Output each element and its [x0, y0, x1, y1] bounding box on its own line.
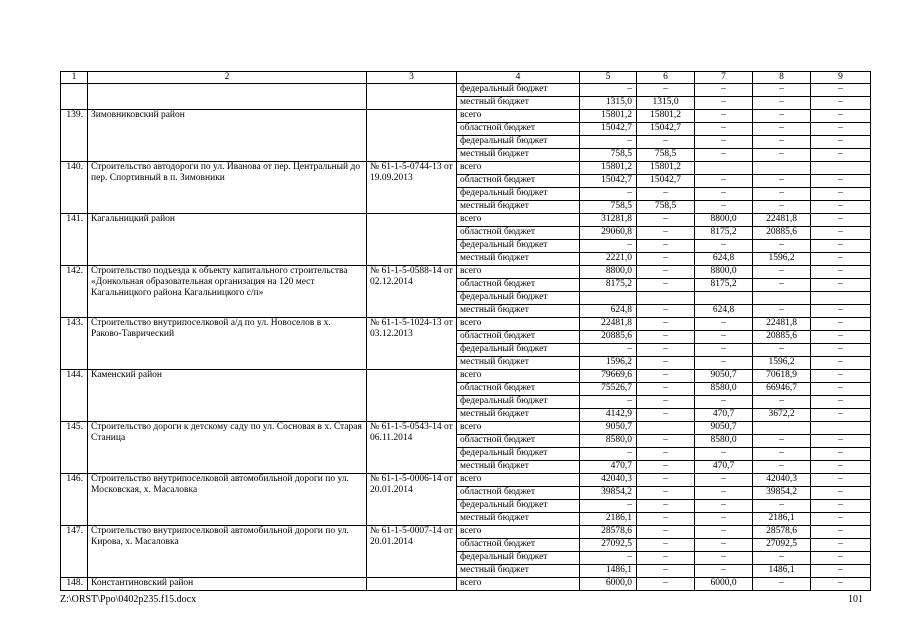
budget-type: областной бюджет	[457, 123, 580, 136]
budget-type: всего	[457, 474, 580, 487]
value-cell	[753, 162, 811, 175]
table-row	[61, 578, 871, 591]
object-name: Строительство подъезда к объекту капитального строительства «Донкольная образовательная организация на 120 мест Кагальницкого района Кагальницкого с/п»	[88, 266, 367, 318]
value-cell: –	[637, 214, 695, 227]
budget-type: местный бюджет	[457, 409, 580, 422]
value-cell: –	[811, 318, 871, 331]
budget-type: всего	[457, 110, 580, 123]
table-row	[61, 318, 871, 331]
value-cell: 66946,7	[753, 383, 811, 396]
value-cell: –	[811, 344, 871, 357]
value-cell: 624,8	[580, 305, 637, 318]
value-cell: –	[811, 435, 871, 448]
value-cell: –	[811, 526, 871, 539]
value-cell: –	[811, 552, 871, 565]
value-cell: 29060,8	[580, 227, 637, 240]
budget-type: федеральный бюджет	[457, 240, 580, 253]
budget-type: федеральный бюджет	[457, 292, 580, 305]
value-cell: –	[637, 539, 695, 552]
value-cell: –	[695, 487, 753, 500]
budget-type: всего	[457, 370, 580, 383]
value-cell: –	[811, 201, 871, 214]
value-cell: –	[637, 435, 695, 448]
value-cell: –	[580, 500, 637, 513]
value-cell: –	[637, 409, 695, 422]
value-cell: 42040,3	[753, 474, 811, 487]
value-cell: 8800,0	[695, 214, 753, 227]
budget-type: местный бюджет	[457, 253, 580, 266]
budget-type: областной бюджет	[457, 279, 580, 292]
value-cell: –	[695, 500, 753, 513]
budget-type: областной бюджет	[457, 487, 580, 500]
value-cell: 758,5	[637, 149, 695, 162]
value-cell: –	[637, 305, 695, 318]
value-cell: –	[637, 370, 695, 383]
value-cell: 31281,8	[580, 214, 637, 227]
value-cell: 8175,2	[695, 279, 753, 292]
value-cell: 1486,1	[580, 565, 637, 578]
value-cell: 20885,6	[753, 227, 811, 240]
value-cell: –	[637, 578, 695, 591]
value-cell: –	[637, 383, 695, 396]
value-cell: –	[695, 97, 753, 110]
budget-type: местный бюджет	[457, 461, 580, 474]
value-cell: 2186,1	[753, 513, 811, 526]
header-cell: 6	[637, 72, 695, 84]
value-cell: –	[811, 461, 871, 474]
value-cell: 27092,5	[753, 539, 811, 552]
value-cell: –	[695, 201, 753, 214]
value-cell: 1596,2	[753, 253, 811, 266]
value-cell	[695, 162, 753, 175]
value-cell: –	[753, 266, 811, 279]
row-number: 144.	[61, 370, 88, 422]
value-cell	[580, 292, 637, 305]
value-cell: 15801,2	[580, 110, 637, 123]
value-cell: –	[695, 513, 753, 526]
value-cell: –	[753, 578, 811, 591]
value-cell: –	[753, 84, 811, 97]
budget-type: местный бюджет	[457, 201, 580, 214]
value-cell: –	[695, 396, 753, 409]
value-cell: –	[637, 227, 695, 240]
value-cell: –	[637, 188, 695, 201]
value-cell: 27092,5	[580, 539, 637, 552]
value-cell: –	[753, 396, 811, 409]
budget-type: областной бюджет	[457, 331, 580, 344]
value-cell: 8800,0	[695, 266, 753, 279]
file-path: Z:\ORST\Ppo\0402p235.f15.docx	[60, 594, 197, 605]
value-cell: –	[811, 565, 871, 578]
row-number: 146.	[61, 474, 88, 526]
object-name: Каменский район	[88, 370, 367, 422]
value-cell: –	[637, 357, 695, 370]
value-cell: 22481,8	[753, 214, 811, 227]
budget-type: всего	[457, 266, 580, 279]
budget-type: местный бюджет	[457, 565, 580, 578]
value-cell: –	[637, 461, 695, 474]
value-cell: –	[753, 435, 811, 448]
table-row	[61, 370, 871, 383]
budget-type: всего	[457, 578, 580, 591]
value-cell: 1596,2	[753, 357, 811, 370]
value-cell: –	[695, 110, 753, 123]
header-cell: 7	[695, 72, 753, 84]
value-cell: 75526,7	[580, 383, 637, 396]
value-cell: –	[695, 331, 753, 344]
value-cell: –	[637, 396, 695, 409]
value-cell: 15801,2	[637, 110, 695, 123]
value-cell: –	[811, 123, 871, 136]
value-cell: 8175,2	[580, 279, 637, 292]
value-cell: –	[753, 201, 811, 214]
object-name: Кагальницкий район	[88, 214, 367, 266]
value-cell: 1315,0	[637, 97, 695, 110]
page-number: 101	[848, 594, 863, 605]
value-cell: 1596,2	[580, 357, 637, 370]
value-cell: 15042,7	[580, 175, 637, 188]
object-name: Константиновский район	[88, 578, 367, 591]
budget-type: федеральный бюджет	[457, 552, 580, 565]
header-cell: 4	[457, 72, 580, 84]
budget-type: всего	[457, 318, 580, 331]
table-row	[61, 110, 871, 123]
header-cell: 1	[61, 72, 88, 84]
row-number: 145.	[61, 422, 88, 474]
value-cell	[637, 422, 695, 435]
value-cell: –	[753, 123, 811, 136]
value-cell: 28578,6	[580, 526, 637, 539]
row-number: 140.	[61, 162, 88, 214]
value-cell: –	[811, 240, 871, 253]
value-cell: –	[637, 448, 695, 461]
budget-type: всего	[457, 162, 580, 175]
value-cell: 8800,0	[580, 266, 637, 279]
value-cell: 9050,7	[580, 422, 637, 435]
budget-type: областной бюджет	[457, 435, 580, 448]
value-cell: 8580,0	[695, 383, 753, 396]
value-cell: –	[811, 409, 871, 422]
value-cell: 15042,7	[580, 123, 637, 136]
row-number: 141.	[61, 214, 88, 266]
value-cell: –	[811, 474, 871, 487]
row-number: 148.	[61, 578, 88, 591]
value-cell: 22481,8	[753, 318, 811, 331]
value-cell: –	[580, 84, 637, 97]
budget-type: местный бюджет	[457, 513, 580, 526]
budget-type: федеральный бюджет	[457, 136, 580, 149]
document-number	[367, 370, 457, 422]
value-cell: –	[753, 461, 811, 474]
value-cell: –	[695, 565, 753, 578]
value-cell: –	[753, 344, 811, 357]
document-number: № 61-1-5-0744-13 от 19.09.2013	[367, 162, 457, 214]
table-row	[61, 526, 871, 539]
object-name: Строительство внутрипоселковой автомобильной дороги по ул. Кирова, х. Масаловка	[88, 526, 367, 578]
value-cell: –	[580, 396, 637, 409]
value-cell: –	[811, 578, 871, 591]
table-row	[61, 474, 871, 487]
value-cell: 9050,7	[695, 422, 753, 435]
value-cell: 8580,0	[695, 435, 753, 448]
value-cell: –	[811, 487, 871, 500]
value-cell: 758,5	[580, 149, 637, 162]
value-cell: –	[753, 136, 811, 149]
value-cell: –	[695, 357, 753, 370]
value-cell: 1486,1	[753, 565, 811, 578]
value-cell: –	[753, 149, 811, 162]
value-cell: –	[811, 110, 871, 123]
budget-type: местный бюджет	[457, 305, 580, 318]
value-cell	[811, 162, 871, 175]
value-cell: –	[811, 175, 871, 188]
value-cell: 3672,2	[753, 409, 811, 422]
value-cell: –	[811, 149, 871, 162]
budget-type: областной бюджет	[457, 539, 580, 552]
value-cell: 8580,0	[580, 435, 637, 448]
value-cell: 4142,9	[580, 409, 637, 422]
budget-type: местный бюджет	[457, 357, 580, 370]
header-cell: 8	[753, 72, 811, 84]
value-cell: 624,8	[695, 253, 753, 266]
object-name: Зимовниковский район	[88, 110, 367, 162]
value-cell: –	[580, 240, 637, 253]
value-cell: 42040,3	[580, 474, 637, 487]
value-cell: –	[811, 227, 871, 240]
table-row	[61, 266, 871, 279]
budget-type: федеральный бюджет	[457, 448, 580, 461]
value-cell: 20885,6	[753, 331, 811, 344]
header-cell: 5	[580, 72, 637, 84]
value-cell: –	[637, 513, 695, 526]
budget-type: федеральный бюджет	[457, 500, 580, 513]
value-cell: –	[695, 240, 753, 253]
value-cell: 15042,7	[637, 175, 695, 188]
header-cell: 2	[88, 72, 367, 84]
budget-type: всего	[457, 214, 580, 227]
value-cell: –	[753, 552, 811, 565]
document-number: № 61-1-5-0007-14 от 20.01.2014	[367, 526, 457, 578]
budget-type: областной бюджет	[457, 383, 580, 396]
value-cell: 6000,0	[695, 578, 753, 591]
value-cell: –	[811, 383, 871, 396]
value-cell: –	[695, 149, 753, 162]
value-cell: –	[811, 500, 871, 513]
document-number: № 61-1-5-0543-14 от 06.11.2014	[367, 422, 457, 474]
value-cell: –	[637, 240, 695, 253]
budget-type: всего	[457, 526, 580, 539]
value-cell: –	[695, 344, 753, 357]
value-cell: –	[637, 84, 695, 97]
value-cell: –	[753, 305, 811, 318]
table-row	[61, 84, 871, 97]
row-number	[61, 84, 88, 110]
row-number: 147.	[61, 526, 88, 578]
value-cell: –	[695, 474, 753, 487]
value-cell: –	[811, 188, 871, 201]
value-cell: –	[637, 331, 695, 344]
value-cell: 758,5	[580, 201, 637, 214]
table-row	[61, 162, 871, 175]
object-name: Строительство дороги к детскому саду по ул. Сосновая в х. Старая Станица	[88, 422, 367, 474]
value-cell: –	[811, 136, 871, 149]
value-cell: –	[637, 552, 695, 565]
value-cell: 624,8	[695, 305, 753, 318]
value-cell: 470,7	[580, 461, 637, 474]
value-cell: –	[753, 188, 811, 201]
value-cell	[811, 292, 871, 305]
value-cell: –	[637, 266, 695, 279]
value-cell: –	[695, 84, 753, 97]
value-cell: 9050,7	[695, 370, 753, 383]
value-cell: 2186,1	[580, 513, 637, 526]
object-name: Строительство автодороги по ул. Иванова от пер. Центральный до пер. Спортивный в п. Зимовники	[88, 162, 367, 214]
value-cell: –	[753, 279, 811, 292]
value-cell: –	[811, 539, 871, 552]
value-cell: –	[811, 253, 871, 266]
value-cell: –	[695, 552, 753, 565]
value-cell: –	[580, 344, 637, 357]
value-cell: –	[637, 136, 695, 149]
value-cell: 79669,6	[580, 370, 637, 383]
value-cell: –	[637, 487, 695, 500]
document-number	[367, 578, 457, 591]
value-cell	[695, 292, 753, 305]
value-cell: –	[580, 188, 637, 201]
value-cell: –	[811, 513, 871, 526]
value-cell: –	[695, 188, 753, 201]
value-cell: 20885,6	[580, 331, 637, 344]
value-cell: 8175,2	[695, 227, 753, 240]
value-cell: –	[695, 175, 753, 188]
value-cell: –	[753, 175, 811, 188]
row-number: 139.	[61, 110, 88, 162]
value-cell: 15801,2	[637, 162, 695, 175]
value-cell	[811, 422, 871, 435]
header-cell: 3	[367, 72, 457, 84]
document-number: № 61-1-5-0588-14 от 02.12.2014	[367, 266, 457, 318]
document-number: № 61-1-5-0006-14 от 20.01.2014	[367, 474, 457, 526]
value-cell: 15801,2	[580, 162, 637, 175]
value-cell: –	[811, 448, 871, 461]
value-cell: –	[580, 552, 637, 565]
value-cell	[637, 292, 695, 305]
value-cell: 758,5	[637, 201, 695, 214]
value-cell: 2221,0	[580, 253, 637, 266]
value-cell: –	[695, 526, 753, 539]
value-cell: –	[580, 136, 637, 149]
budget-type: областной бюджет	[457, 227, 580, 240]
header-cell: 9	[811, 72, 871, 84]
value-cell: –	[811, 266, 871, 279]
budget-type: федеральный бюджет	[457, 188, 580, 201]
document-number: № 61-1-5-1024-13 от 03.12.2013	[367, 318, 457, 370]
budget-type: областной бюджет	[457, 175, 580, 188]
value-cell: –	[637, 253, 695, 266]
value-cell: 70618,9	[753, 370, 811, 383]
value-cell: –	[580, 448, 637, 461]
value-cell: –	[753, 110, 811, 123]
value-cell: –	[811, 305, 871, 318]
value-cell: –	[695, 318, 753, 331]
value-cell: –	[811, 396, 871, 409]
value-cell: –	[637, 565, 695, 578]
budget-type: федеральный бюджет	[457, 396, 580, 409]
object-name	[88, 84, 367, 110]
value-cell: 39854,2	[580, 487, 637, 500]
budget-table	[60, 71, 871, 591]
value-cell: –	[695, 539, 753, 552]
value-cell: –	[637, 526, 695, 539]
value-cell: 39854,2	[753, 487, 811, 500]
value-cell: 22481,8	[580, 318, 637, 331]
value-cell: –	[753, 240, 811, 253]
value-cell: 470,7	[695, 409, 753, 422]
value-cell: –	[695, 448, 753, 461]
row-number: 143.	[61, 318, 88, 370]
value-cell: –	[637, 500, 695, 513]
value-cell: –	[637, 279, 695, 292]
value-cell: –	[811, 84, 871, 97]
value-cell: –	[695, 136, 753, 149]
budget-type: всего	[457, 422, 580, 435]
value-cell: –	[811, 357, 871, 370]
column-number-header	[61, 72, 871, 84]
document-number	[367, 84, 457, 110]
value-cell: –	[637, 474, 695, 487]
object-name: Строительство внутрипоселковой автомобильной дороги по ул. Московская, х. Масаловка	[88, 474, 367, 526]
value-cell	[753, 422, 811, 435]
value-cell: 1315,0	[580, 97, 637, 110]
value-cell: –	[811, 370, 871, 383]
value-cell: 15042,7	[637, 123, 695, 136]
budget-type: местный бюджет	[457, 97, 580, 110]
document-number	[367, 214, 457, 266]
value-cell: –	[753, 500, 811, 513]
value-cell: 470,7	[695, 461, 753, 474]
value-cell: –	[695, 123, 753, 136]
document-number	[367, 110, 457, 162]
value-cell: 6000,0	[580, 578, 637, 591]
budget-type: федеральный бюджет	[457, 344, 580, 357]
object-name: Строительство внутрипоселковой а/д по ул. Новоселов в х. Раково-Таврический	[88, 318, 367, 370]
table-row	[61, 422, 871, 435]
value-cell: –	[753, 448, 811, 461]
table-row	[61, 214, 871, 227]
value-cell: –	[637, 318, 695, 331]
value-cell: –	[637, 344, 695, 357]
value-cell: –	[811, 331, 871, 344]
value-cell: 28578,6	[753, 526, 811, 539]
value-cell	[753, 292, 811, 305]
budget-type: федеральный бюджет	[457, 84, 580, 97]
budget-type: местный бюджет	[457, 149, 580, 162]
value-cell: –	[811, 214, 871, 227]
value-cell: –	[811, 279, 871, 292]
value-cell: –	[811, 97, 871, 110]
row-number: 142.	[61, 266, 88, 318]
value-cell: –	[753, 97, 811, 110]
